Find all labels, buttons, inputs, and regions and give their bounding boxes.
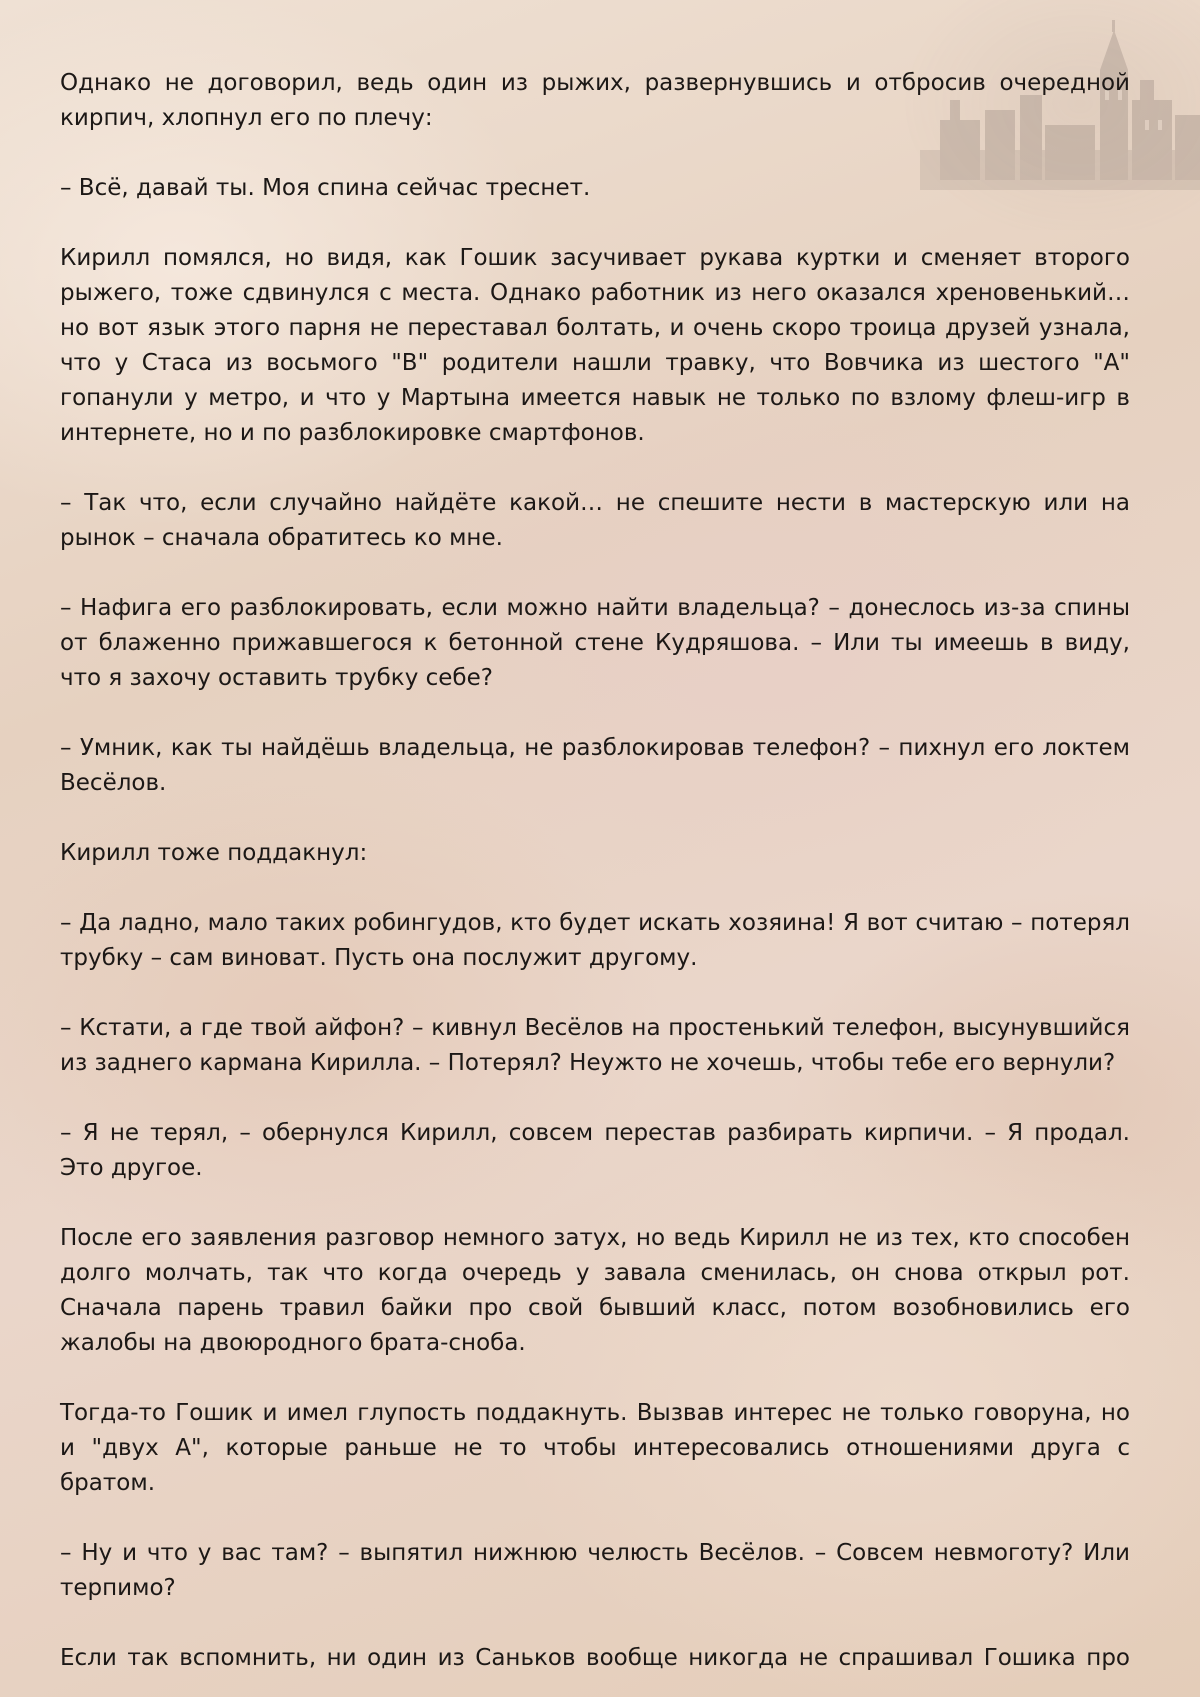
paragraph: – Да ладно, мало таких робингудов, кто будет искать хозяина! Я вот считаю – потерял трубку – сам виноват. Пусть она послужит другому.: [60, 910, 1130, 971]
paragraph: – Ну и что у вас там? – выпятил нижнюю челюсть Весёлов. – Совсем невмоготу? Или терпимо?: [60, 1540, 1130, 1601]
paragraph: – Всё, давай ты. Моя спина сейчас треснет.: [60, 175, 591, 201]
story-text: [60, 66, 1130, 1676]
paragraph: – Так что, если случайно найдёте какой… не спешите нести в мастерскую или на рынок – сначала обратитесь ко мне.: [60, 490, 1130, 551]
paragraph: – Нафига его разблокировать, если можно найти владельца? – донеслось из-за спины от блаженно прижавшегося к бетонной стене Кудряшова. – Или ты имеешь в виду, что я захочу оставить трубку себе?: [60, 595, 1130, 691]
paragraph: – Кстати, а где твой айфон? – кивнул Весёлов на простенький телефон, высунувшийся из заднего кармана Кирилла. – Потерял? Неужто не хочешь, чтобы тебе его вернули?: [60, 1015, 1130, 1076]
paragraph: Кирилл тоже поддакнул:: [60, 840, 368, 866]
paragraph: Однако не договорил, ведь один из рыжих, развернувшись и отбросив очередной кирпич, хлопнул его по плечу:: [60, 70, 1130, 131]
paragraph: После его заявления разговор немного затух, но ведь Кирилл не из тех, кто способен долго молчать, так что когда очередь у завала сменилась, он снова открыл рот. Сначала парень травил байки про свой бывший класс, потом возобновились его жалобы на двоюродного брата-сноба.: [60, 1225, 1130, 1356]
paragraph: – Я не терял, – обернулся Кирилл, совсем перестав разбирать кирпичи. – Я продал. Это другое.: [60, 1120, 1130, 1181]
paragraph: Тогда-то Гошик и имел глупость поддакнуть. Вызвав интерес не только говоруна, но и "двух А", которые раньше не то чтобы интересовались отношениями друга с братом.: [60, 1400, 1130, 1496]
paragraph: Если так вспомнить, ни один из Саньков вообще никогда не спрашивал Гошика про: [60, 1645, 1130, 1671]
paragraph: Кирилл помялся, но видя, как Гошик засучивает рукава куртки и сменяет второго рыжего, тоже сдвинулся с места. Однако работник из него оказался хреновенький… но вот язык этого парня не переставал болтать, и очень скоро троица друзей узнала, что у Стаса из восьмого "В" родители нашли травку, что Вовчика из шестого "А" гопанули у метро, и что у Мартына имеется навык не только по взлому флеш-игр в интернете, но и по разблокировке смартфонов.: [60, 245, 1130, 446]
paragraph: – Умник, как ты найдёшь владельца, не разблокировав телефон? – пихнул его локтем Весёлов.: [60, 735, 1130, 796]
